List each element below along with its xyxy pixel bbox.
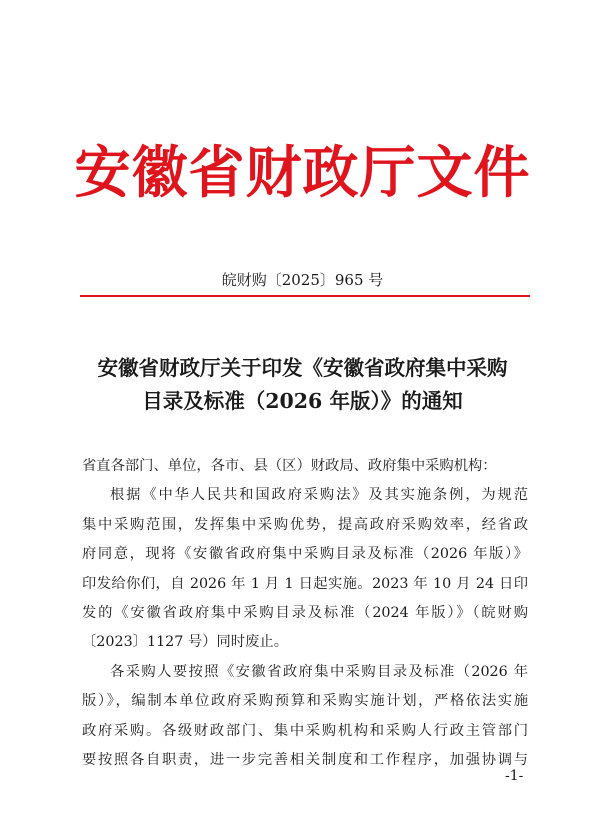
document-number: 皖财购〔2025〕965 号 [221, 271, 384, 289]
paragraph-2-line: 各采购人要按照《安徽省政府集中采购目录及标准（2026 年 [110, 663, 528, 680]
paragraph-1-line: 发的《安徽省政府集中采购目录及标准（2024 年版）》（皖财购 [82, 605, 528, 622]
paragraph-2-line: 要按照各自职责，进一步完善相关制度和工作程序，加强协调与 [82, 752, 528, 769]
page-number: -1- [505, 768, 524, 784]
paragraph-1-line: 〔2023〕1127 号）同时废止。 [82, 634, 288, 651]
salutation [82, 452, 528, 481]
paragraph-1-line: 根据《中华人民共和国政府采购法》及其实施条例，为规范 [110, 487, 528, 504]
notice-title-line-2: 目录及标准（2026 年版）》的通知 [142, 389, 463, 413]
masthead-title: 安徽省财政厅文件 [74, 140, 531, 206]
paragraph-2-line: 政府采购。各级财政部门、集中采购机构和采购人行政主管部门 [82, 722, 528, 739]
paragraph-1 [82, 481, 528, 657]
paragraph-2 [82, 658, 528, 776]
paragraph-1-line: 印发给你们，自 2026 年 1 月 1 日起实施。2023 年 10 月 24 日印 [82, 575, 528, 592]
paragraph-2-line: 版）》，编制本单位政府采购预算和采购实施计划，严格依法实施 [82, 693, 528, 710]
salutation-text: 省直各部门、单位，各市、县（区）财政局、政府集中采购机构： [82, 458, 497, 474]
paragraph-1-line: 集中采购范围，发挥集中采购优势，提高政府采购效率，经省政 [82, 516, 528, 533]
notice-title-line-1: 安徽省财政厅关于印发《安徽省政府集中采购 [97, 356, 508, 380]
notice-title [40, 352, 565, 418]
paragraph-1-line: 府同意，现将《安徽省政府集中采购目录及标准（2026 年版）》 [82, 546, 528, 563]
red-separator-line [80, 295, 530, 297]
notice-body [82, 452, 528, 775]
